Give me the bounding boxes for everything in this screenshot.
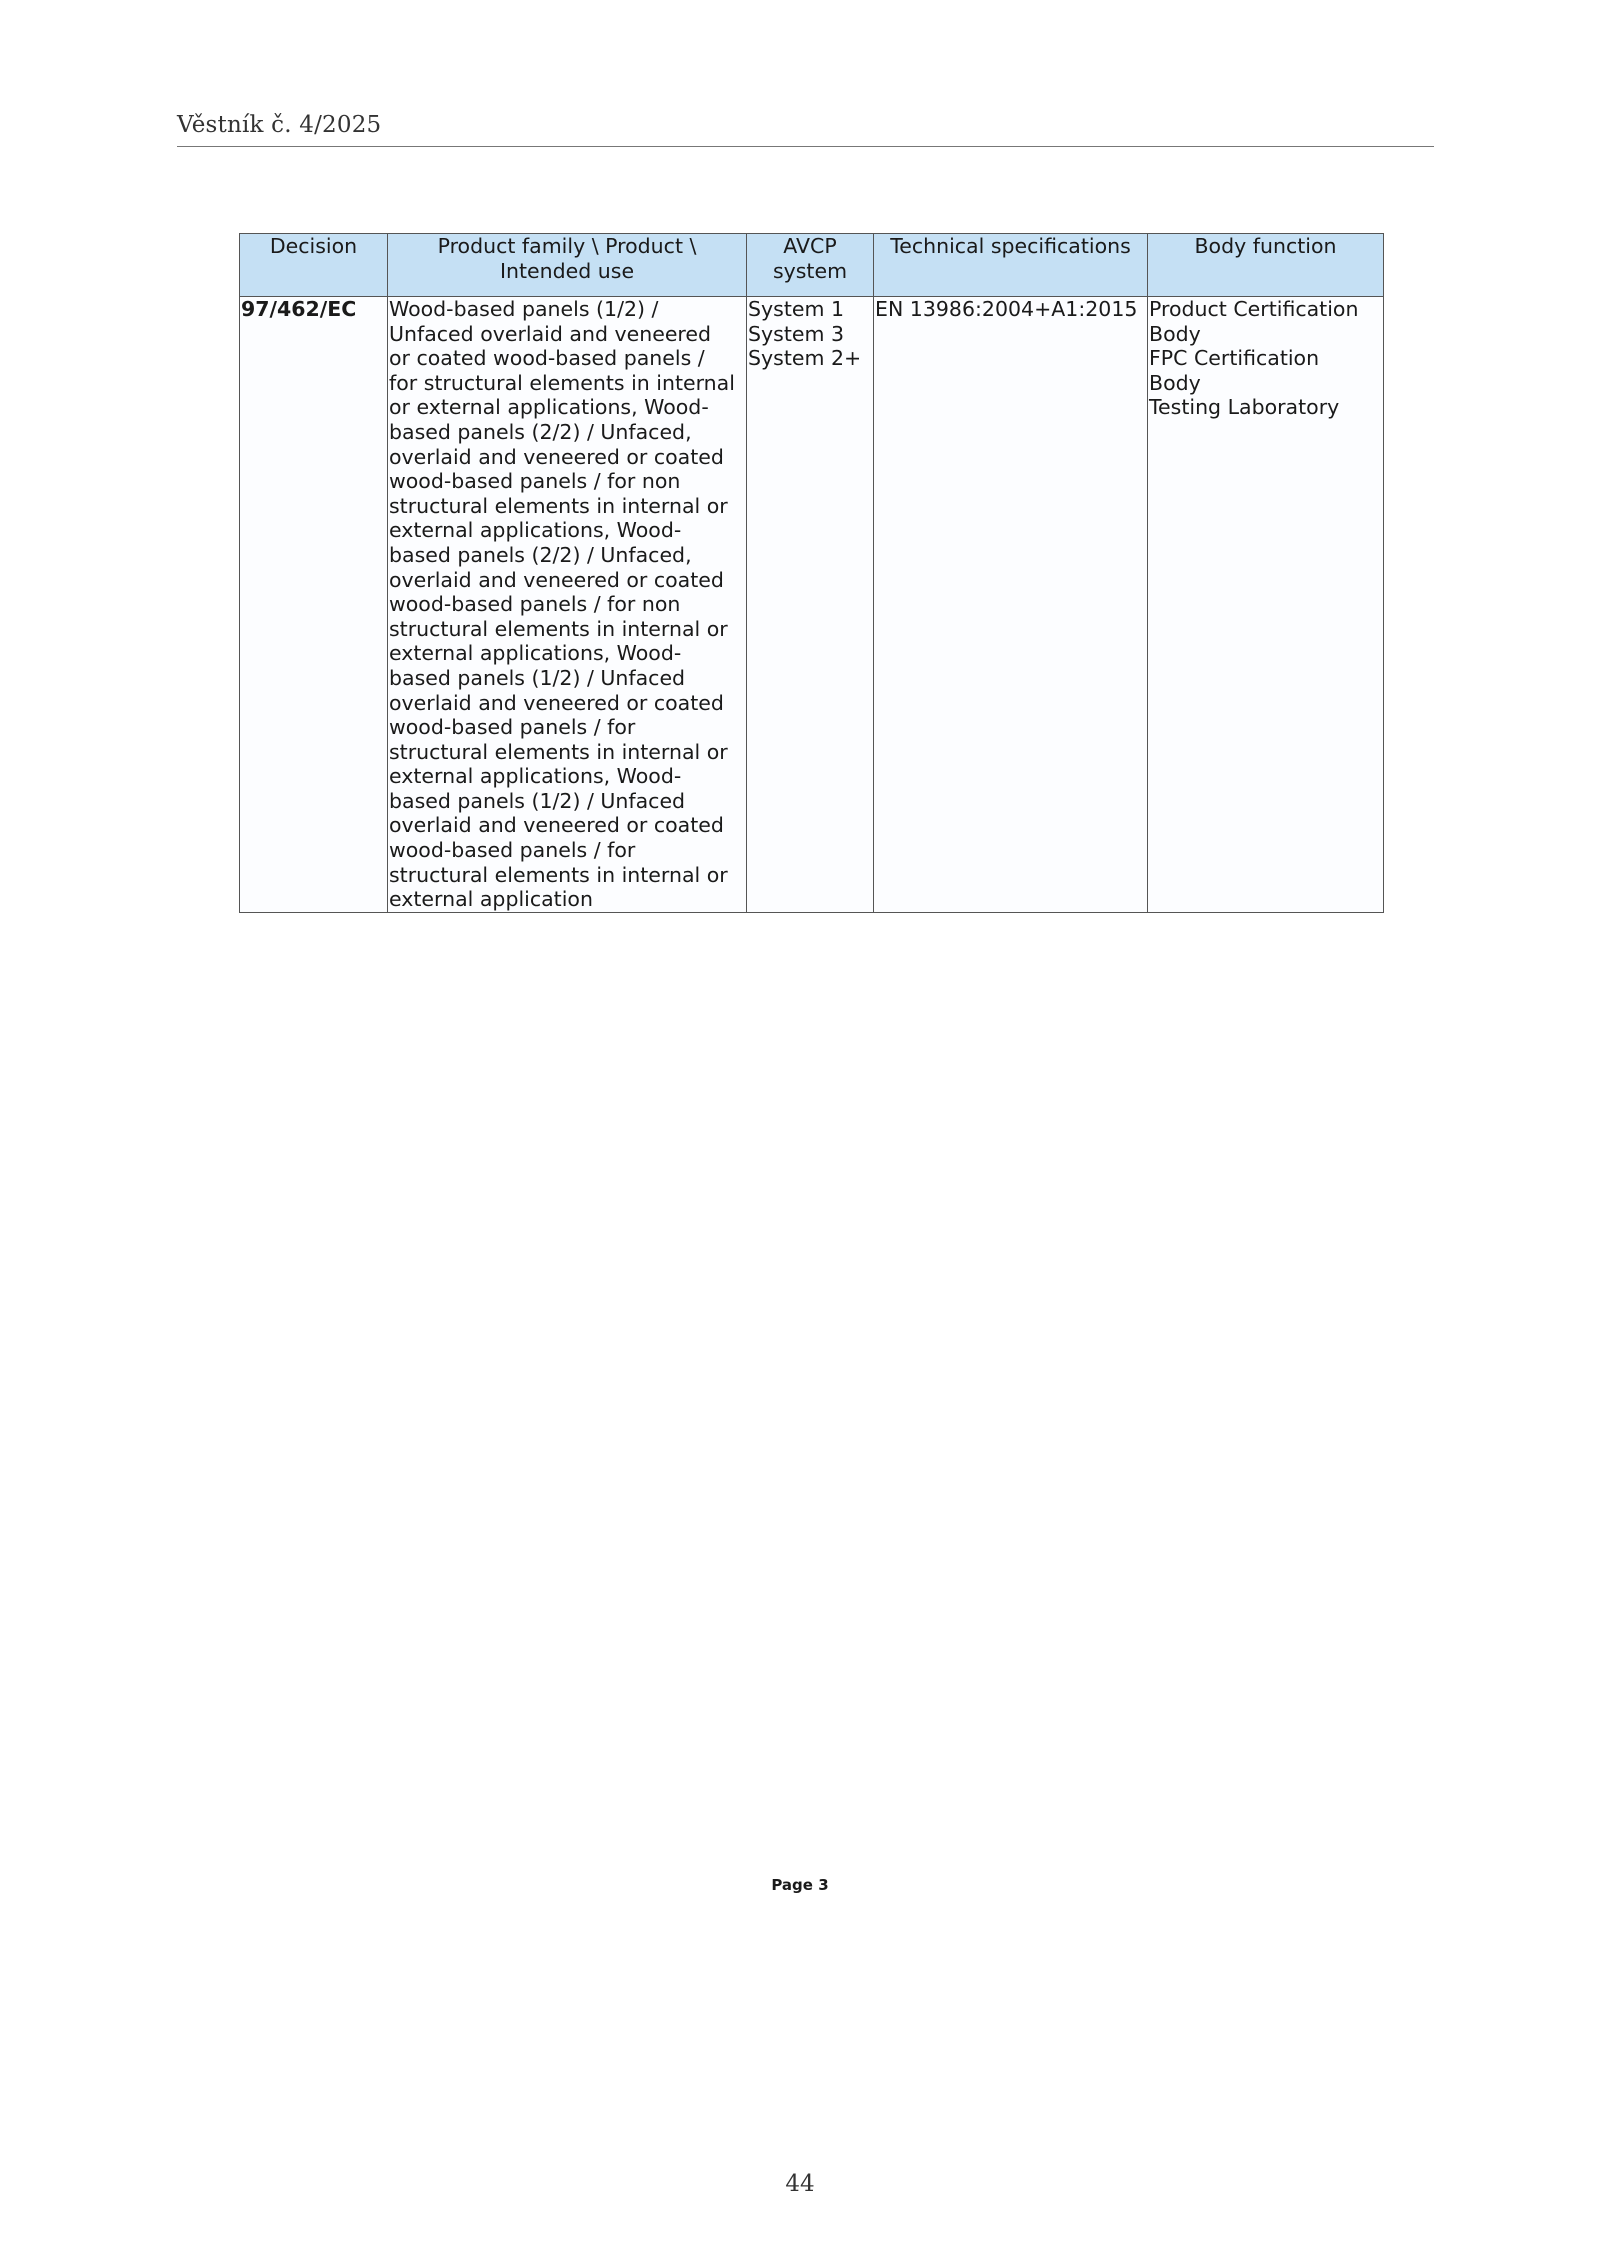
table-row xyxy=(240,297,1384,913)
product-line: structural elements in internal or xyxy=(389,616,728,641)
product-line: overlaid and veneered or coated xyxy=(389,444,724,469)
decision-cell: 97/462/EC xyxy=(240,297,388,913)
page-marker: Page 3 xyxy=(771,1876,829,1894)
product-line: overlaid and veneered or coated xyxy=(389,813,724,838)
table-header-row xyxy=(240,234,1384,297)
body-function-line: Testing Laboratory xyxy=(1149,395,1340,420)
product-line: or coated wood-based panels / xyxy=(389,346,705,371)
col-header-avcp-system: AVCP system xyxy=(747,234,874,297)
product-line: structural elements in internal or xyxy=(389,493,728,518)
product-line: external application xyxy=(389,887,593,912)
body-function-line: Body xyxy=(1149,321,1201,346)
product-line: based panels (2/2) / Unfaced, xyxy=(389,542,692,567)
product-line: for structural elements in internal xyxy=(389,370,735,395)
product-line: wood-based panels / for xyxy=(389,715,636,740)
product-line: wood-based panels / for non xyxy=(389,592,681,617)
product-line: based panels (1/2) / Unfaced xyxy=(389,788,686,813)
body-function-cell xyxy=(1148,297,1384,913)
avcp-system-item: System 3 xyxy=(748,321,845,346)
body-function-line: FPC Certification xyxy=(1149,346,1320,371)
avcp-system-item: System 1 xyxy=(748,297,845,321)
col-header-product-family: Product family \ Product \ Intended use xyxy=(388,234,747,297)
product-line: overlaid and veneered or coated xyxy=(389,567,724,592)
header-rule xyxy=(177,146,1434,147)
page-number: 44 xyxy=(785,2171,815,2197)
technical-spec-value: EN 13986:2004+A1:2015 xyxy=(875,297,1138,321)
technical-spec-cell xyxy=(874,297,1148,913)
product-line: overlaid and veneered or coated xyxy=(389,690,724,715)
product-family-cell xyxy=(388,297,747,913)
running-head-title: Věstník č. 4/2025 xyxy=(177,112,382,138)
col-header-decision: Decision xyxy=(240,234,388,297)
avcp-system-item: System 2+ xyxy=(748,346,862,371)
product-line: structural elements in internal or xyxy=(389,739,728,764)
product-line: Wood-based panels (1/2) / xyxy=(389,297,659,321)
body-function-line: Body xyxy=(1149,370,1201,395)
certification-table-container xyxy=(239,233,1383,913)
product-line: Unfaced overlaid and veneered xyxy=(389,321,712,346)
product-line: external applications, Wood- xyxy=(389,518,682,543)
product-line: structural elements in internal or xyxy=(389,862,728,887)
product-line: external applications, Wood- xyxy=(389,764,682,789)
product-line: external applications, Wood- xyxy=(389,641,682,666)
product-line: wood-based panels / for xyxy=(389,838,636,863)
col-header-body-function: Body function xyxy=(1148,234,1384,297)
product-line: or external applications, Wood- xyxy=(389,395,709,420)
col-header-technical-specifications: Technical specifications xyxy=(874,234,1148,297)
product-line: wood-based panels / for non xyxy=(389,469,681,494)
certification-table xyxy=(239,233,1384,913)
body-function-line: Product Certification xyxy=(1149,297,1359,321)
product-line: based panels (2/2) / Unfaced, xyxy=(389,419,692,444)
product-line: based panels (1/2) / Unfaced xyxy=(389,665,686,690)
avcp-system-cell xyxy=(747,297,874,913)
